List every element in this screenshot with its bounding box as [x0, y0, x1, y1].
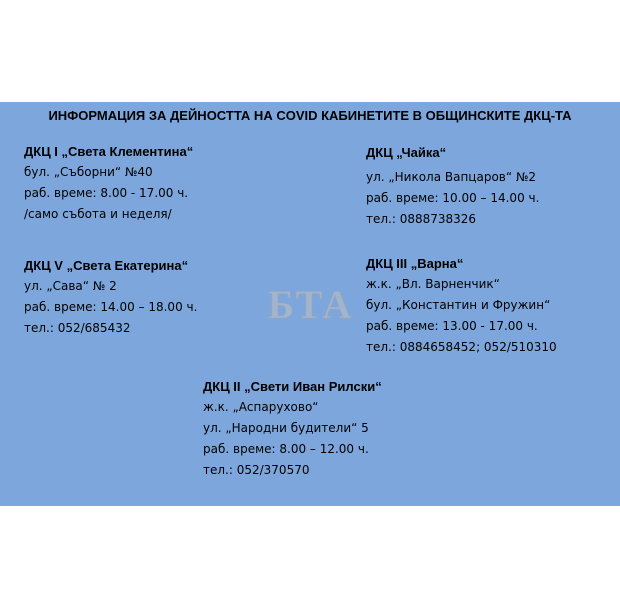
- center-address: ул. „Народни будители“ 5: [203, 421, 369, 435]
- center-address: ул. „Сава“ № 2: [24, 279, 117, 293]
- center-hours: раб. време: 13.00 - 17.00 ч.: [366, 319, 538, 333]
- center-address: ул. „Никола Вапцаров“ №2: [366, 170, 536, 184]
- center-name: ДКЦ III „Варна“: [366, 256, 464, 271]
- center-district: ж.к. „Вл. Варненчик“: [366, 277, 500, 291]
- center-block-dkc-chaika: [366, 142, 539, 230]
- center-block-dkc-3: [366, 253, 557, 358]
- center-block-dkc-1: [24, 141, 193, 225]
- center-note: /само събота и неделя/: [24, 207, 172, 221]
- center-address: бул. „Константин и Фружин“: [366, 298, 551, 312]
- center-block-dkc-2: [203, 376, 382, 481]
- center-hours: раб. време: 14.00 – 18.00 ч.: [24, 300, 198, 314]
- page-title: ИНФОРМАЦИЯ ЗА ДЕЙНОСТТА НА COVID КАБИНЕТИТЕ В ОБЩИНСКИТЕ ДКЦ-ТА: [48, 108, 572, 123]
- center-name: ДКЦ II „Свети Иван Рилски“: [203, 379, 382, 394]
- center-name: ДКЦ V „Света Екатерина“: [24, 258, 189, 273]
- center-block-dkc-5: [24, 255, 197, 339]
- svg-text:БТА: БТА: [267, 285, 354, 323]
- center-district: ж.к. „Аспарухово“: [203, 400, 319, 414]
- bta-logo-watermark-icon: [236, 285, 385, 323]
- center-name: ДКЦ I „Света Клементина“: [24, 144, 194, 159]
- center-hours: раб. време: 10.00 – 14.00 ч.: [366, 191, 540, 205]
- center-phone: тел.: 052/685432: [24, 321, 131, 335]
- center-address: бул. „Съборни“ №40: [24, 165, 153, 179]
- center-phone: тел.: 0888738326: [366, 212, 477, 226]
- center-phone: тел.: 0884658452; 052/510310: [366, 340, 557, 354]
- center-hours: раб. време: 8.00 - 17.00 ч.: [24, 186, 189, 200]
- center-phone: тел.: 052/370570: [203, 463, 310, 477]
- center-name: ДКЦ „Чайка“: [366, 145, 447, 160]
- center-hours: раб. време: 8.00 – 12.00 ч.: [203, 442, 369, 456]
